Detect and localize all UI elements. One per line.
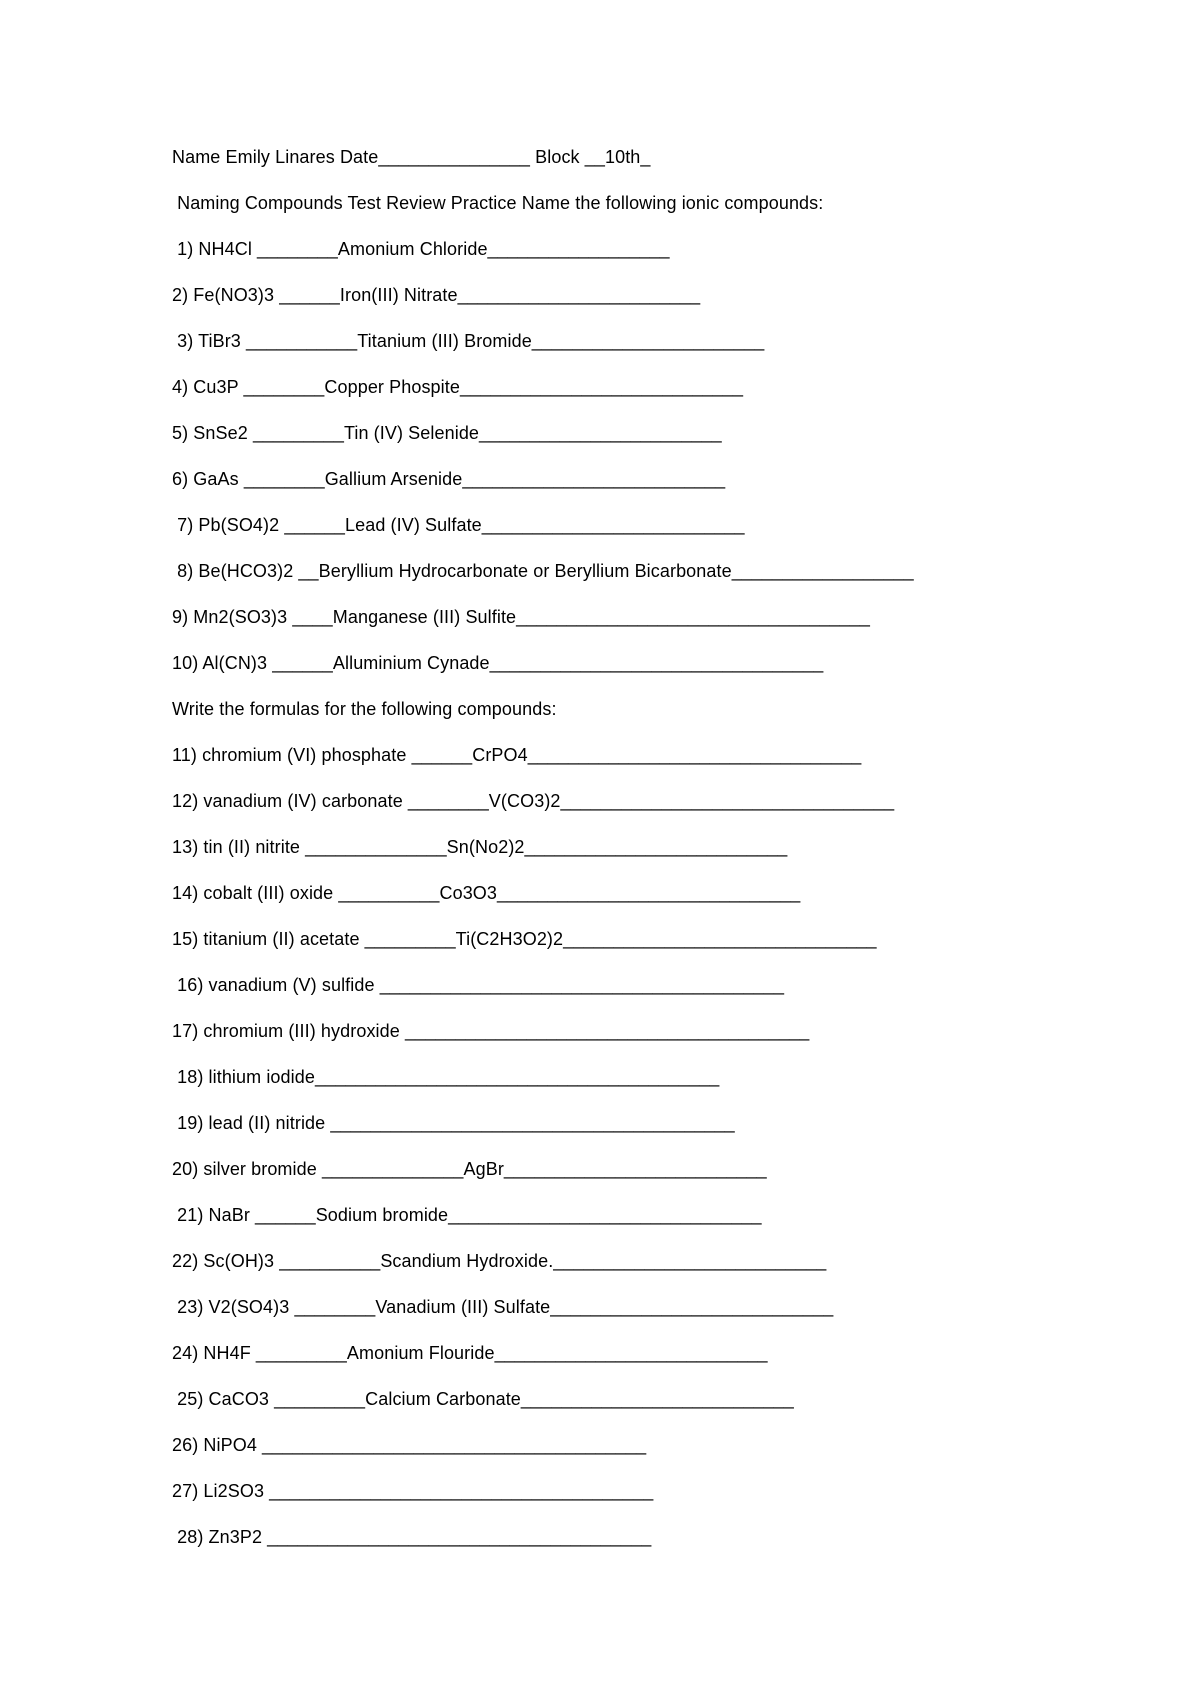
question-23: 23) V2(SO4)3 ________Vanadium (III) Sulfate____________________________	[172, 1297, 834, 1317]
question-9: 9) Mn2(SO3)3 ____Manganese (III) Sulfite___________________________________	[172, 607, 871, 627]
question-2: 2) Fe(NO3)3 ______Iron(III) Nitrate________________________	[172, 285, 701, 305]
question-3: 3) TiBr3 ___________Titanium (III) Bromide_______________________	[172, 331, 765, 351]
question-15: 15) titanium (II) acetate _________Ti(C2H3O2)2_______________________________	[172, 929, 877, 949]
question-25: 25) CaCO3 _________Calcium Carbonate___________________________	[172, 1389, 794, 1409]
question-4: 4) Cu3P ________Copper Phospite____________________________	[172, 377, 744, 397]
question-11: 11) chromium (VI) phosphate ______CrPO4_________________________________	[172, 745, 862, 765]
question-5: 5) SnSe2 _________Tin (IV) Selenide________________________	[172, 423, 722, 443]
question-20: 20) silver bromide ______________AgBr__________________________	[172, 1159, 767, 1179]
question-7: 7) Pb(SO4)2 ______Lead (IV) Sulfate__________________________	[172, 515, 745, 535]
question-28: 28) Zn3P2 ______________________________________	[172, 1527, 652, 1547]
question-21: 21) NaBr ______Sodium bromide_______________________________	[172, 1205, 762, 1225]
question-12: 12) vanadium (IV) carbonate ________V(CO3)2_________________________________	[172, 791, 895, 811]
question-19: 19) lead (II) nitride ________________________________________	[172, 1113, 735, 1133]
section-heading-formulas: Write the formulas for the following compounds:	[172, 699, 557, 719]
name-date-block-line: Name Emily Linares Date_______________ Block __10th_	[172, 147, 651, 167]
question-1: 1) NH4Cl ________Amonium Chloride__________________	[172, 239, 670, 259]
question-6: 6) GaAs ________Gallium Arsenide__________________________	[172, 469, 726, 489]
question-8: 8) Be(HCO3)2 __Beryllium Hydrocarbonate or Beryllium Bicarbonate__________________	[172, 561, 914, 581]
question-27: 27) Li2SO3 ______________________________________	[172, 1481, 654, 1501]
question-22: 22) Sc(OH)3 __________Scandium Hydroxide.___________________________	[172, 1251, 827, 1271]
question-17: 17) chromium (III) hydroxide ________________________________________	[172, 1021, 810, 1041]
question-10: 10) Al(CN)3 ______Alluminium Cynade_________________________________	[172, 653, 824, 673]
question-13: 13) tin (II) nitrite ______________Sn(No2)2__________________________	[172, 837, 788, 857]
question-16: 16) vanadium (V) sulfide ________________________________________	[172, 975, 785, 995]
question-18: 18) lithium iodide________________________________________	[172, 1067, 720, 1087]
question-14: 14) cobalt (III) oxide __________Co3O3______________________________	[172, 883, 801, 903]
question-24: 24) NH4F _________Amonium Flouride___________________________	[172, 1343, 768, 1363]
question-26: 26) NiPO4 ______________________________________	[172, 1435, 647, 1455]
worksheet-title: Naming Compounds Test Review Practice Name the following ionic compounds:	[172, 193, 824, 213]
